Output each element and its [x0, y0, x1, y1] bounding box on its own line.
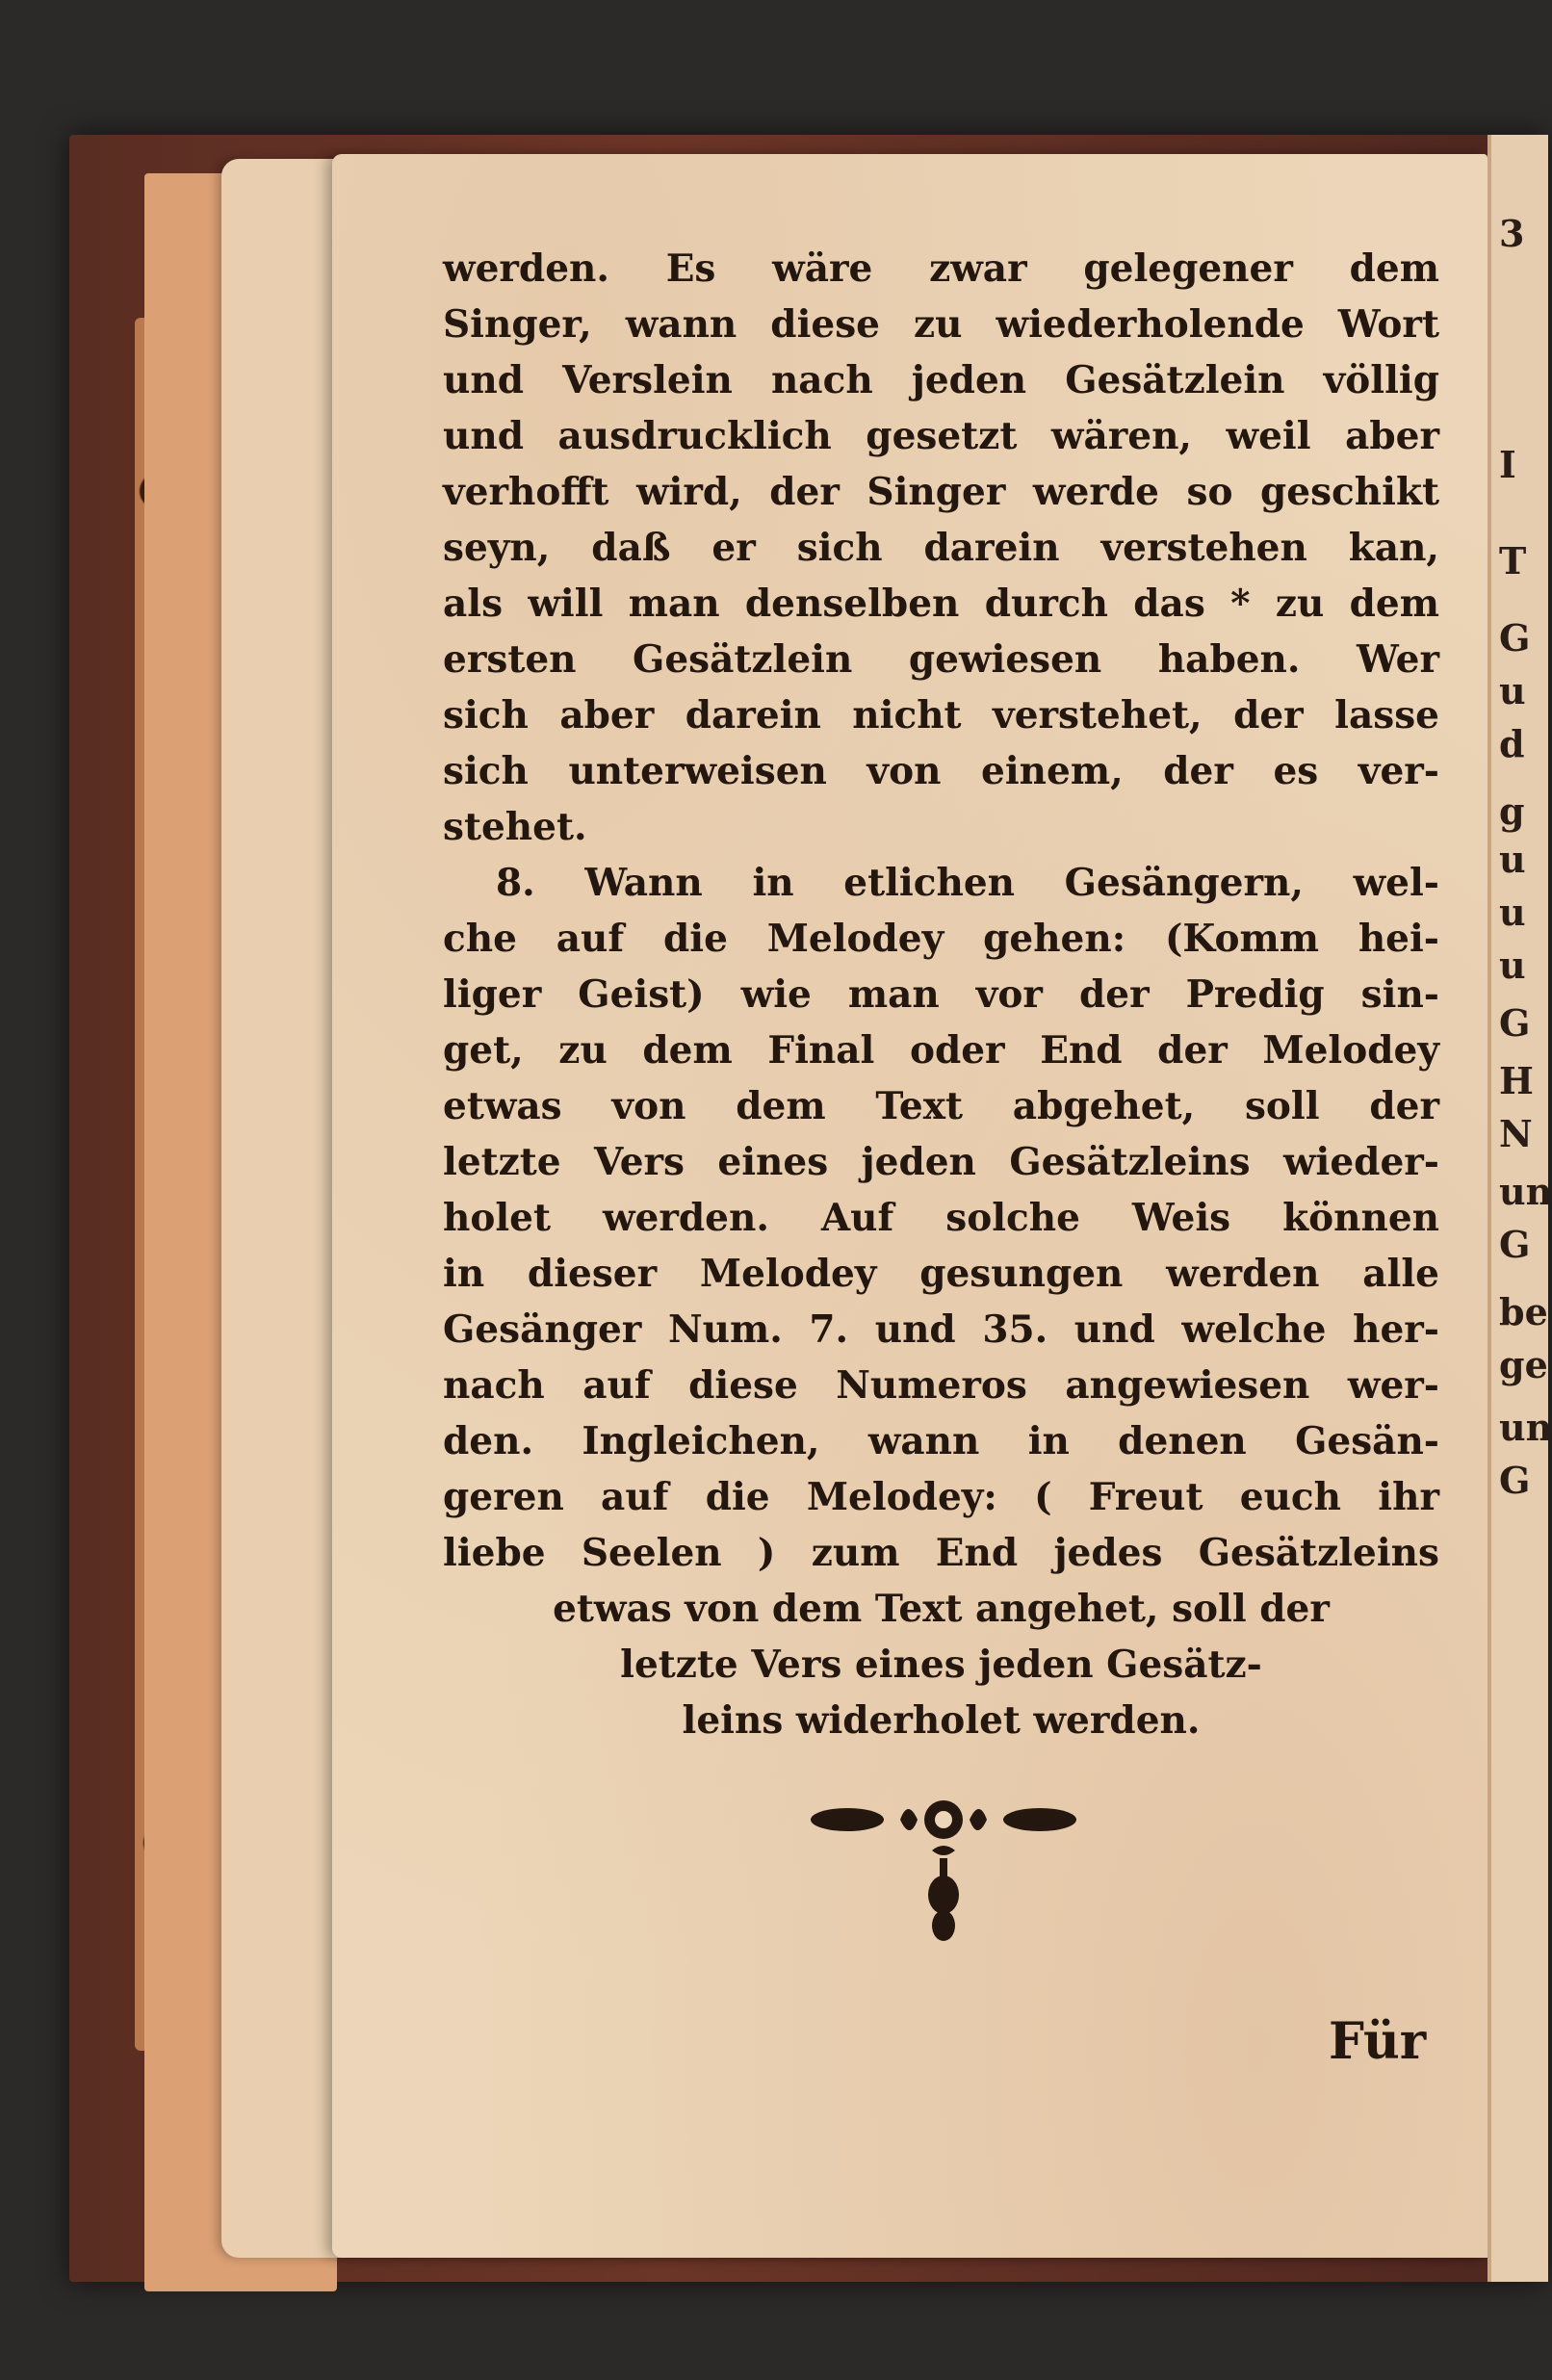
text-line: holet werden. Auf solche Weis können: [443, 1196, 1439, 1240]
text-line: ersten Gesätzlein gewiesen haben. Wer: [443, 637, 1439, 682]
fragment-text: G: [1499, 1459, 1531, 1502]
fragment-text: G: [1499, 1001, 1531, 1045]
text-line: Singer, wann diese zu wiederholende Wort: [443, 302, 1439, 347]
text-line: liebe Seelen ) zum End jedes Gesätzleins: [443, 1531, 1439, 1575]
text-line: etwas von dem Text angehet, soll der: [553, 1587, 1330, 1631]
fragment-text: H: [1499, 1059, 1534, 1102]
text-line: werden. Es wäre zwar gelegener dem: [443, 246, 1439, 291]
text-line: letzte Vers eines jeden Gesätzleins wieder-: [443, 1140, 1439, 1184]
text-line: seyn, daß er sich darein verstehen kan,: [443, 526, 1439, 570]
fragment-text: I: [1499, 443, 1516, 486]
fragment-text: 3: [1499, 212, 1525, 255]
text-line: in dieser Melodey gesungen werden alle: [443, 1252, 1439, 1296]
text-line: stehet.: [443, 805, 587, 849]
fragment-text: un: [1499, 1170, 1552, 1213]
text-line: und Verslein nach jeden Gesätzlein völlig: [443, 358, 1439, 402]
fragment-text: u: [1499, 669, 1526, 712]
fragment-text: T: [1499, 539, 1527, 582]
text-line: leins widerholet werden.: [682, 1698, 1201, 1743]
text-line: den. Ingleichen, wann in denen Gesän-: [443, 1419, 1439, 1463]
fragment-text: G: [1499, 1223, 1531, 1266]
text-line: geren auf die Melodey: ( Freut euch ihr: [443, 1475, 1439, 1519]
text-line: letzte Vers eines jeden Gesätz-: [620, 1643, 1262, 1687]
text-line: verhofft wird, der Singer werde so geschikt: [443, 470, 1439, 514]
text-line: Gesänger Num. 7. und 35. und welche her-: [443, 1307, 1439, 1352]
printers-ornament: [809, 1791, 1078, 1954]
fragment-text: N: [1499, 1112, 1533, 1155]
text-line: liger Geist) wie man vor der Predig sin-: [443, 972, 1439, 1017]
catchword: Für: [1329, 2012, 1427, 2071]
text-line: sich aber darein nicht verstehet, der lasse: [443, 693, 1439, 737]
fragment-text: d: [1499, 722, 1525, 765]
text-line: nach auf diese Numeros angewiesen wer-: [443, 1363, 1439, 1408]
text-line: als will man denselben durch das * zu dem: [443, 582, 1439, 626]
text-line: sich unterweisen von einem, der es ver-: [443, 749, 1439, 793]
fragment-text: be: [1499, 1290, 1548, 1333]
paragraph-8-start: 8. Wann in etlichen Gesängern, wel-: [496, 861, 1439, 905]
fragment-text: G: [1499, 616, 1531, 660]
fragment-text: un: [1499, 1406, 1552, 1449]
fragment-text: ge: [1499, 1343, 1548, 1386]
fragment-text: g: [1499, 789, 1525, 833]
fragment-text: u: [1499, 838, 1526, 881]
text-line: che auf die Melodey gehen: (Komm hei-: [443, 917, 1439, 961]
adjacent-page-edge: [1487, 135, 1552, 2282]
text-line: get, zu dem Final oder End der Melodey: [443, 1028, 1439, 1073]
text-line: und ausdrucklich gesetzt wären, weil aber: [443, 414, 1439, 458]
page-text: [443, 241, 1439, 1748]
fragment-text: u: [1499, 891, 1526, 934]
fragment-text: u: [1499, 944, 1526, 987]
text-line: etwas von dem Text abgehet, soll der: [443, 1084, 1439, 1128]
